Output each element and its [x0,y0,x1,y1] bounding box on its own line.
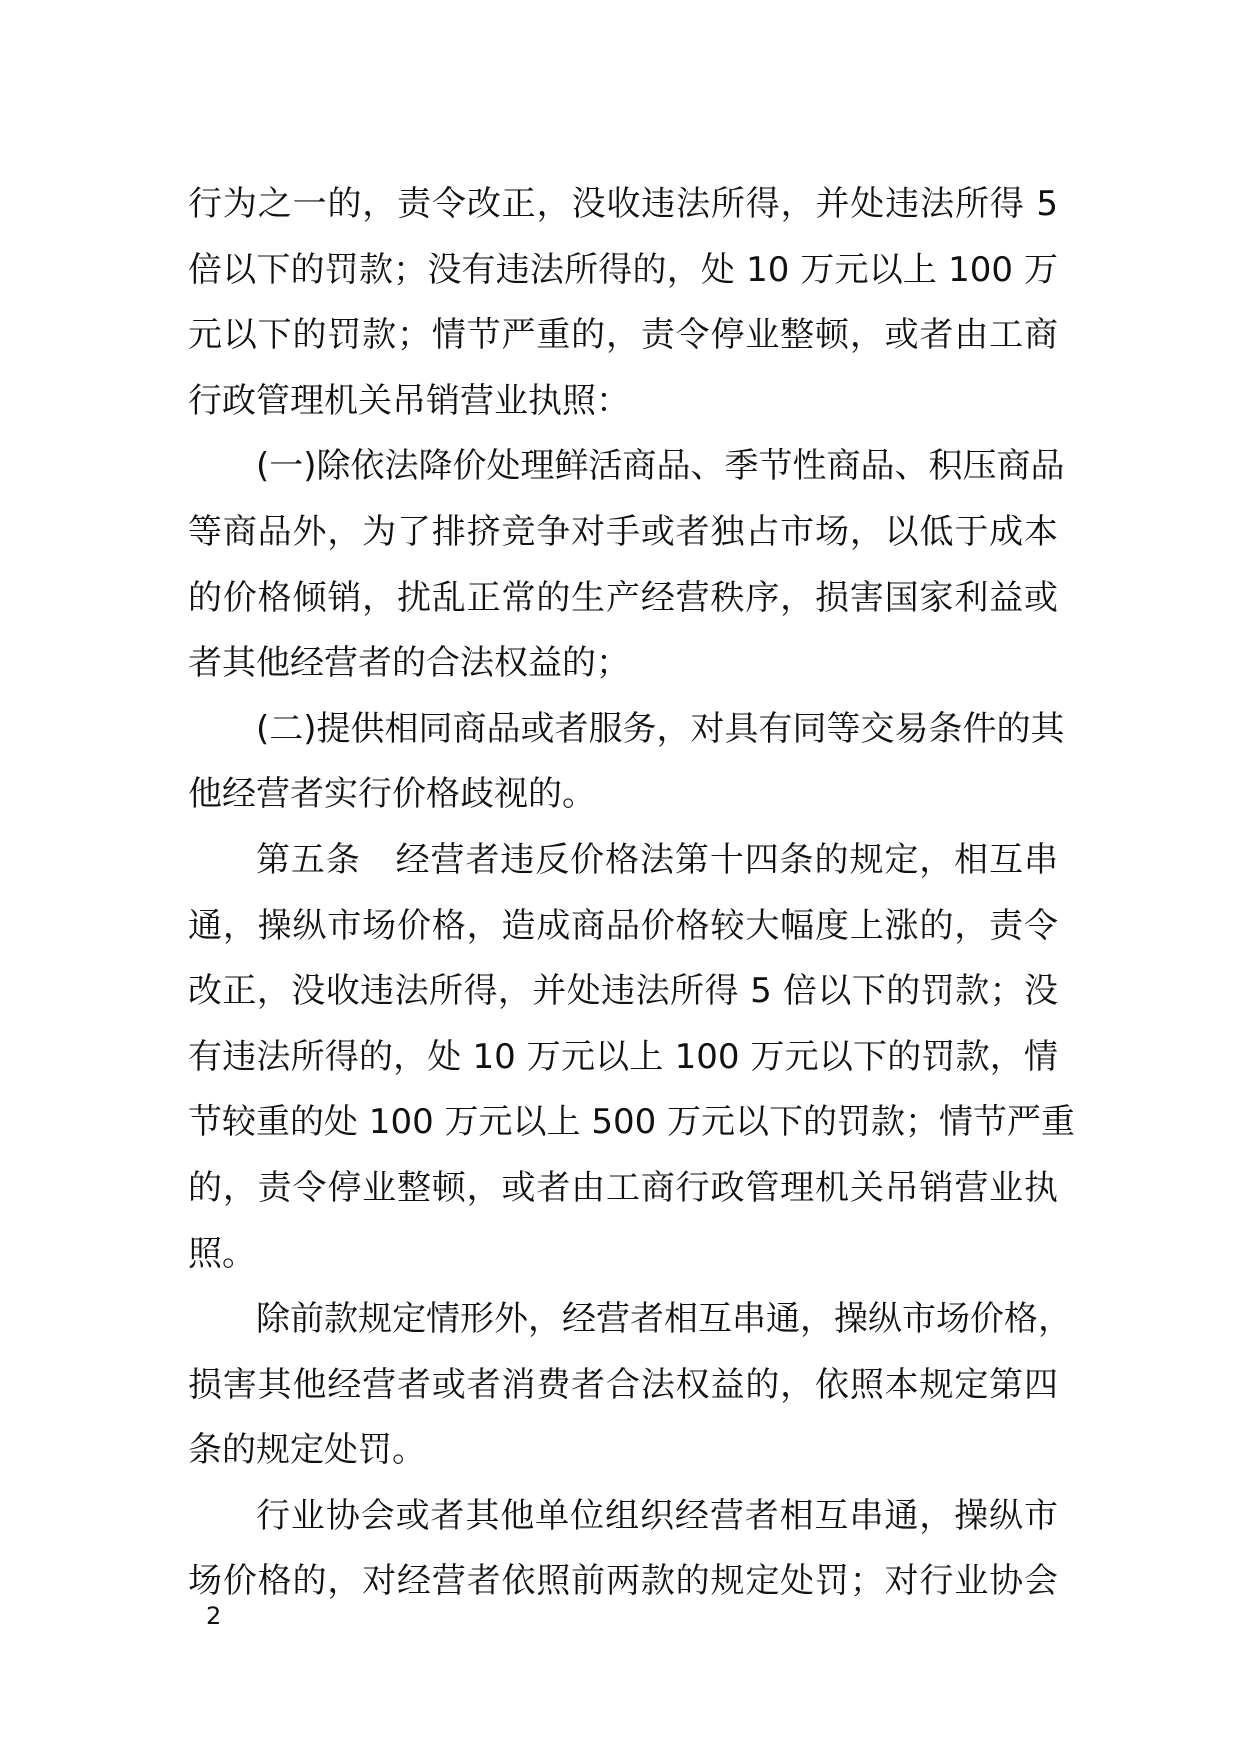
text-line: 有违法所得的，处 10 万元以上 100 万元以下的罚款，情 [188,1036,1058,1077]
text-line: 行政管理机关吊销营业执照： [188,380,630,421]
body-text [188,172,1076,1615]
text-line: 他经营者实行价格歧视的。 [188,774,596,815]
text-line: (一)除依法降价处理鲜活商品、季节性商品、积压商品 [256,446,1065,487]
text-line: 除前款规定情形外，经营者相互串通，操纵市场价格， [256,1299,1072,1340]
text-line: 元以下的罚款；情节严重的，责令停业整顿，或者由工商 [188,315,1058,356]
text-line: 损害其他经营者或者消费者合法权益的，依照本规定第四 [188,1364,1058,1405]
text-line: (二)提供相同商品或者服务，对具有同等交易条件的其 [256,708,1065,749]
text-line: 的价格倾销，扰乱正常的生产经营秩序，损害国家利益或 [188,577,1058,618]
page-number: 2 [206,1602,222,1630]
text-line: 改正，没收违法所得，并处违法所得 5 倍以下的罚款；没 [188,971,1058,1012]
text-line: 场价格的，对经营者依照前两款的规定处罚；对行业协会 [188,1561,1058,1602]
text-line: 倍以下的罚款；没有违法所得的，处 10 万元以上 100 万 [188,249,1058,290]
text-line: 条的规定处罚。 [188,1430,426,1471]
text-line: 照。 [188,1233,256,1274]
text-line: 第五条 经营者违反价格法第十四条的规定，相互串 [256,839,1058,880]
text-line: 等商品外，为了排挤竞争对手或者独占市场，以低于成本 [188,511,1058,552]
text-line: 的，责令停业整顿，或者由工商行政管理机关吊销营业执 [188,1167,1058,1208]
text-line: 行为之一的，责令改正，没收违法所得，并处违法所得 5 [188,184,1058,224]
text-line: 者其他经营者的合法权益的； [188,643,630,684]
text-line: 行业协会或者其他单位组织经营者相互串通，操纵市 [256,1495,1058,1536]
text-line: 节较重的处 100 万元以上 500 万元以下的罚款；情节严重 [188,1102,1076,1143]
text-line: 通，操纵市场价格，造成商品价格较大幅度上涨的，责令 [188,905,1058,946]
